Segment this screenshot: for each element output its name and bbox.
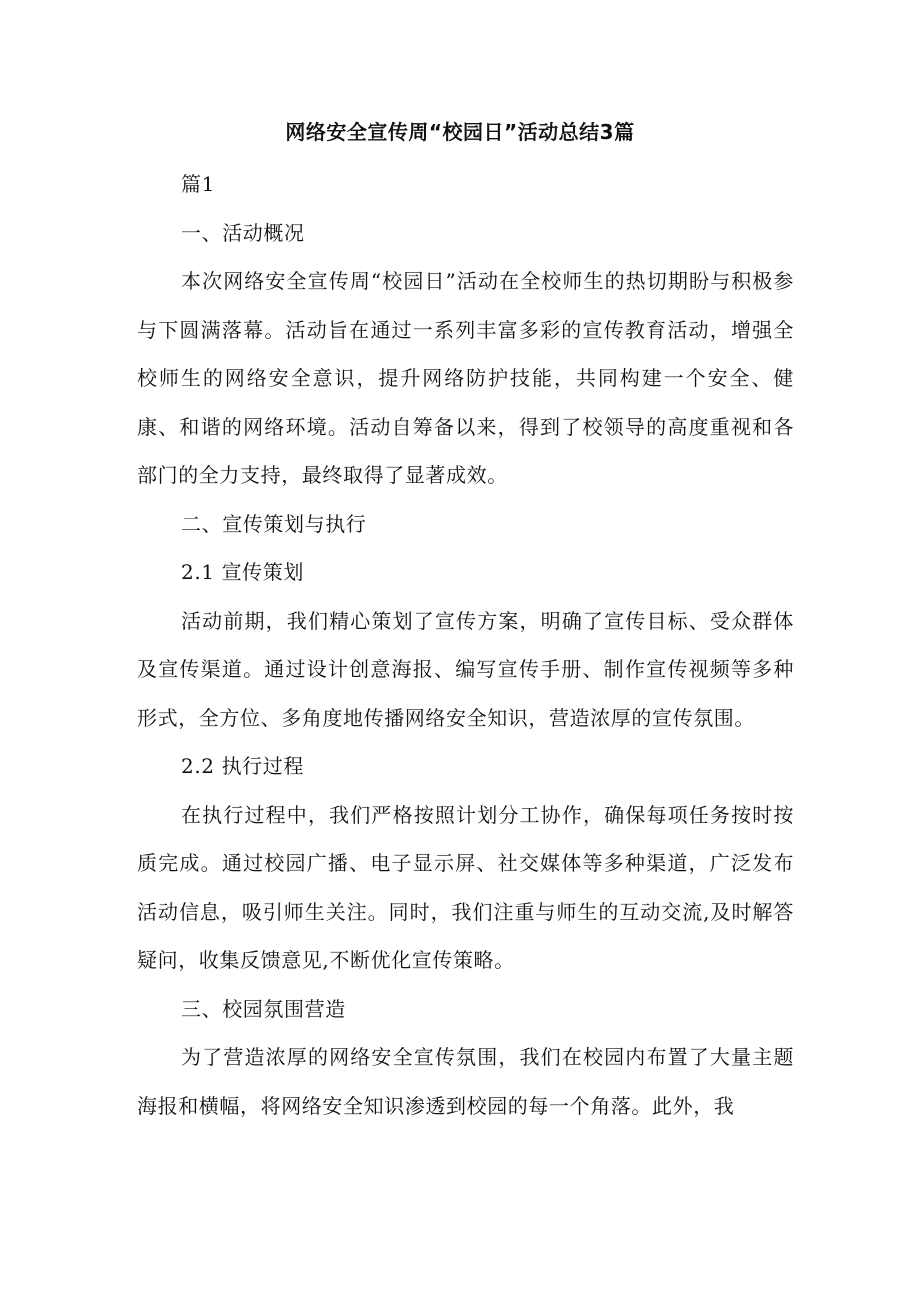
paragraph-overview: 本次网络安全宣传周“校园日”活动在全校师生的热切期盼与积极参与下圆满落幕。活动旨在通过一系列丰富多彩的宣传教育活动，增强全校师生的网络安全意识，提升网络防护技能，共同构建一个安全、健康、和谐的网络环境。活动自筹备以来，得到了校领导的高度重视和各部门的全力支持，最终取得了显著成效。 <box>137 269 794 487</box>
paragraph-execution: 在执行过程中，我们严格按照计划分工协作，确保每项任务按时按质完成。通过校园广播、电子显示屏、社交媒体等多种渠道，广泛发布活动信息，吸引师生关注。同时，我们注重与师生的互动交流,及时解答疑问，收集反馈意见,不断优化宣传策略。 <box>137 802 794 972</box>
subheading-execution: 2.2 执行过程 <box>181 754 304 778</box>
heading-planning-execution: 二、宣传策划与执行 <box>181 511 367 536</box>
paragraph-planning: 活动前期，我们精心策划了宣传方案，明确了宣传目标、受众群体及宣传渠道。通过设计创意海报、编写宣传手册、制作宣传视频等多种形式，全方位、多角度地传播网络安全知识，营造浓厚的宣传氛围。 <box>137 608 794 730</box>
heading-campus-atmosphere: 三、校园氛围营造 <box>181 996 346 1021</box>
heading-overview: 一、活动概况 <box>181 220 305 245</box>
document-title: 网络安全宣传周“校园日”活动总结3篇 <box>285 120 635 144</box>
subheading-planning: 2.1 宣传策划 <box>181 560 304 584</box>
paragraph-part-label: 篇1 <box>181 172 215 196</box>
document-body <box>137 160 794 1130</box>
paragraph-campus-atmosphere: 为了营造浓厚的网络安全宣传氛围，我们在校园内布置了大量主题海报和横幅，将网络安全知识渗透到校园的每一个角落。此外，我 <box>137 1045 794 1118</box>
